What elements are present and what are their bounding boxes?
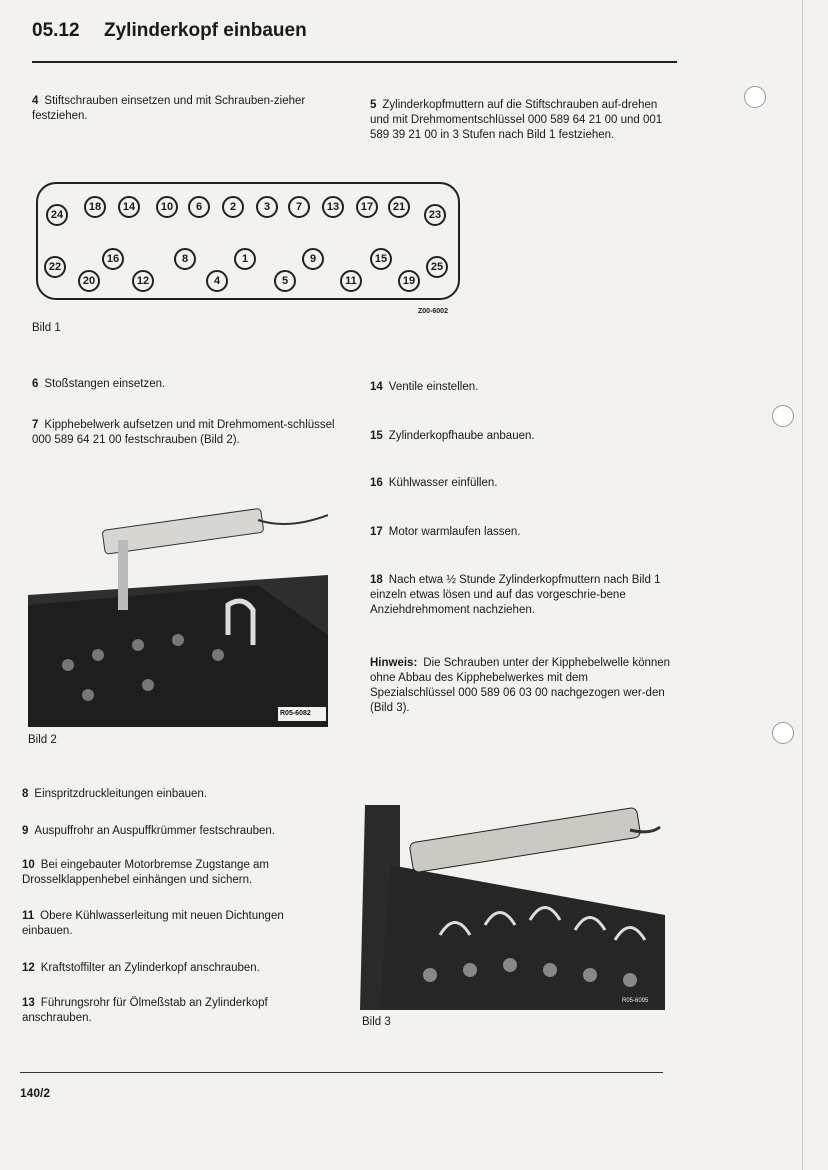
step-10: 10 Bei eingebauter Motorbremse Zugstange am Drosselklappenhebel einhängen und sichern. — [22, 859, 270, 886]
bolt-15: 15 — [370, 248, 392, 270]
bolt-23: 23 — [424, 204, 446, 226]
page-edge-line — [802, 0, 803, 1170]
section-number: 05.12 — [32, 20, 80, 41]
bolt-21: 21 — [388, 196, 410, 218]
step-16: 16 Kühlwasser einfüllen. — [370, 477, 498, 489]
step-14: 14 Ventile einstellen. — [370, 381, 479, 393]
bolt-20: 20 — [78, 270, 100, 292]
figure3-caption: Bild 3 — [362, 1016, 391, 1028]
bolt-14: 14 — [118, 196, 140, 218]
bolt-9: 9 — [302, 248, 324, 270]
bolt-22: 22 — [44, 256, 66, 278]
bolt-8: 8 — [174, 248, 196, 270]
bolt-2: 2 — [222, 196, 244, 218]
bolt-16: 16 — [102, 248, 124, 270]
bolt-17: 17 — [356, 196, 378, 218]
bolt-19: 19 — [398, 270, 420, 292]
footer-rule — [20, 1072, 663, 1073]
step-15: 15 Zylinderkopfhaube anbauen. — [370, 430, 535, 442]
bolt-10: 10 — [156, 196, 178, 218]
step-4: 4 Stiftschrauben einsetzen und mit Schrauben-zieher festziehen. — [32, 95, 306, 122]
bolt-13: 13 — [322, 196, 344, 218]
figure1-code: Z00-6002 — [418, 308, 448, 315]
step-13: 13 Führungsrohr für Ölmeßstab an Zylinderkopf anschrauben. — [22, 997, 268, 1024]
step-17: 17 Motor warmlaufen lassen. — [370, 526, 521, 538]
bolt-12: 12 — [132, 270, 154, 292]
figure3-photo — [360, 805, 665, 1010]
bolt-18: 18 — [84, 196, 106, 218]
hinweis-note: Hinweis: Die Schrauben unter der Kipphebelwelle können ohne Abbau des Kipphebelwerkes mit dem Spezialschlüssel 000 589 06 03 00 nachgezogen wer-den (Bild 3). — [370, 657, 671, 714]
bolt-25: 25 — [426, 256, 448, 278]
bolt-24: 24 — [46, 204, 68, 226]
step-7: 7 Kipphebelwerk aufsetzen und mit Drehmoment-schlüssel 000 589 64 21 00 festschrauben (Bild 2). — [32, 419, 335, 446]
figure2-photo — [28, 495, 328, 727]
step-5: 5 Zylinderkopfmuttern auf die Stiftschrauben auf-drehen und mit Drehmomentschlüssel 000 589 64 21 00 und 001 589 39 21 00 in 3 Stufen nach Bild 1 festziehen. — [370, 99, 663, 141]
page-number: 140/2 — [20, 1086, 51, 1100]
bolt-4: 4 — [206, 270, 228, 292]
bolt-6: 6 — [188, 196, 210, 218]
bolt-sequence-diagram — [36, 182, 460, 300]
binder-hole — [772, 722, 794, 744]
step-9: 9 Auspuffrohr an Auspuffkrümmer festschrauben. — [22, 825, 275, 837]
header-rule — [32, 61, 677, 63]
figure2-caption: Bild 2 — [28, 734, 57, 746]
page-title: Zylinderkopf einbauen — [104, 20, 307, 41]
figure2-code: R05-6082 — [280, 710, 311, 717]
bolt-3: 3 — [256, 196, 278, 218]
bolt-5: 5 — [274, 270, 296, 292]
step-18: 18 Nach etwa ½ Stunde Zylinderkopfmuttern nach Bild 1 einzeln etwas lösen und auf das vorgeschrie-bene Anziehdrehmoment nachziehen. — [370, 574, 661, 616]
bolt-7: 7 — [288, 196, 310, 218]
bolt-11: 11 — [340, 270, 362, 292]
step-11: 11 Obere Kühlwasserleitung mit neuen Dichtungen einbauen. — [22, 910, 284, 937]
figure3-code: R05-6095 — [622, 998, 649, 1004]
binder-hole — [744, 86, 766, 108]
step-6: 6 Stoßstangen einsetzen. — [32, 378, 166, 390]
bolt-1: 1 — [234, 248, 256, 270]
binder-hole — [772, 405, 794, 427]
figure1-caption: Bild 1 — [32, 322, 61, 334]
step-12: 12 Kraftstoffilter an Zylinderkopf anschrauben. — [22, 962, 260, 974]
step-8: 8 Einspritzdruckleitungen einbauen. — [22, 788, 208, 800]
